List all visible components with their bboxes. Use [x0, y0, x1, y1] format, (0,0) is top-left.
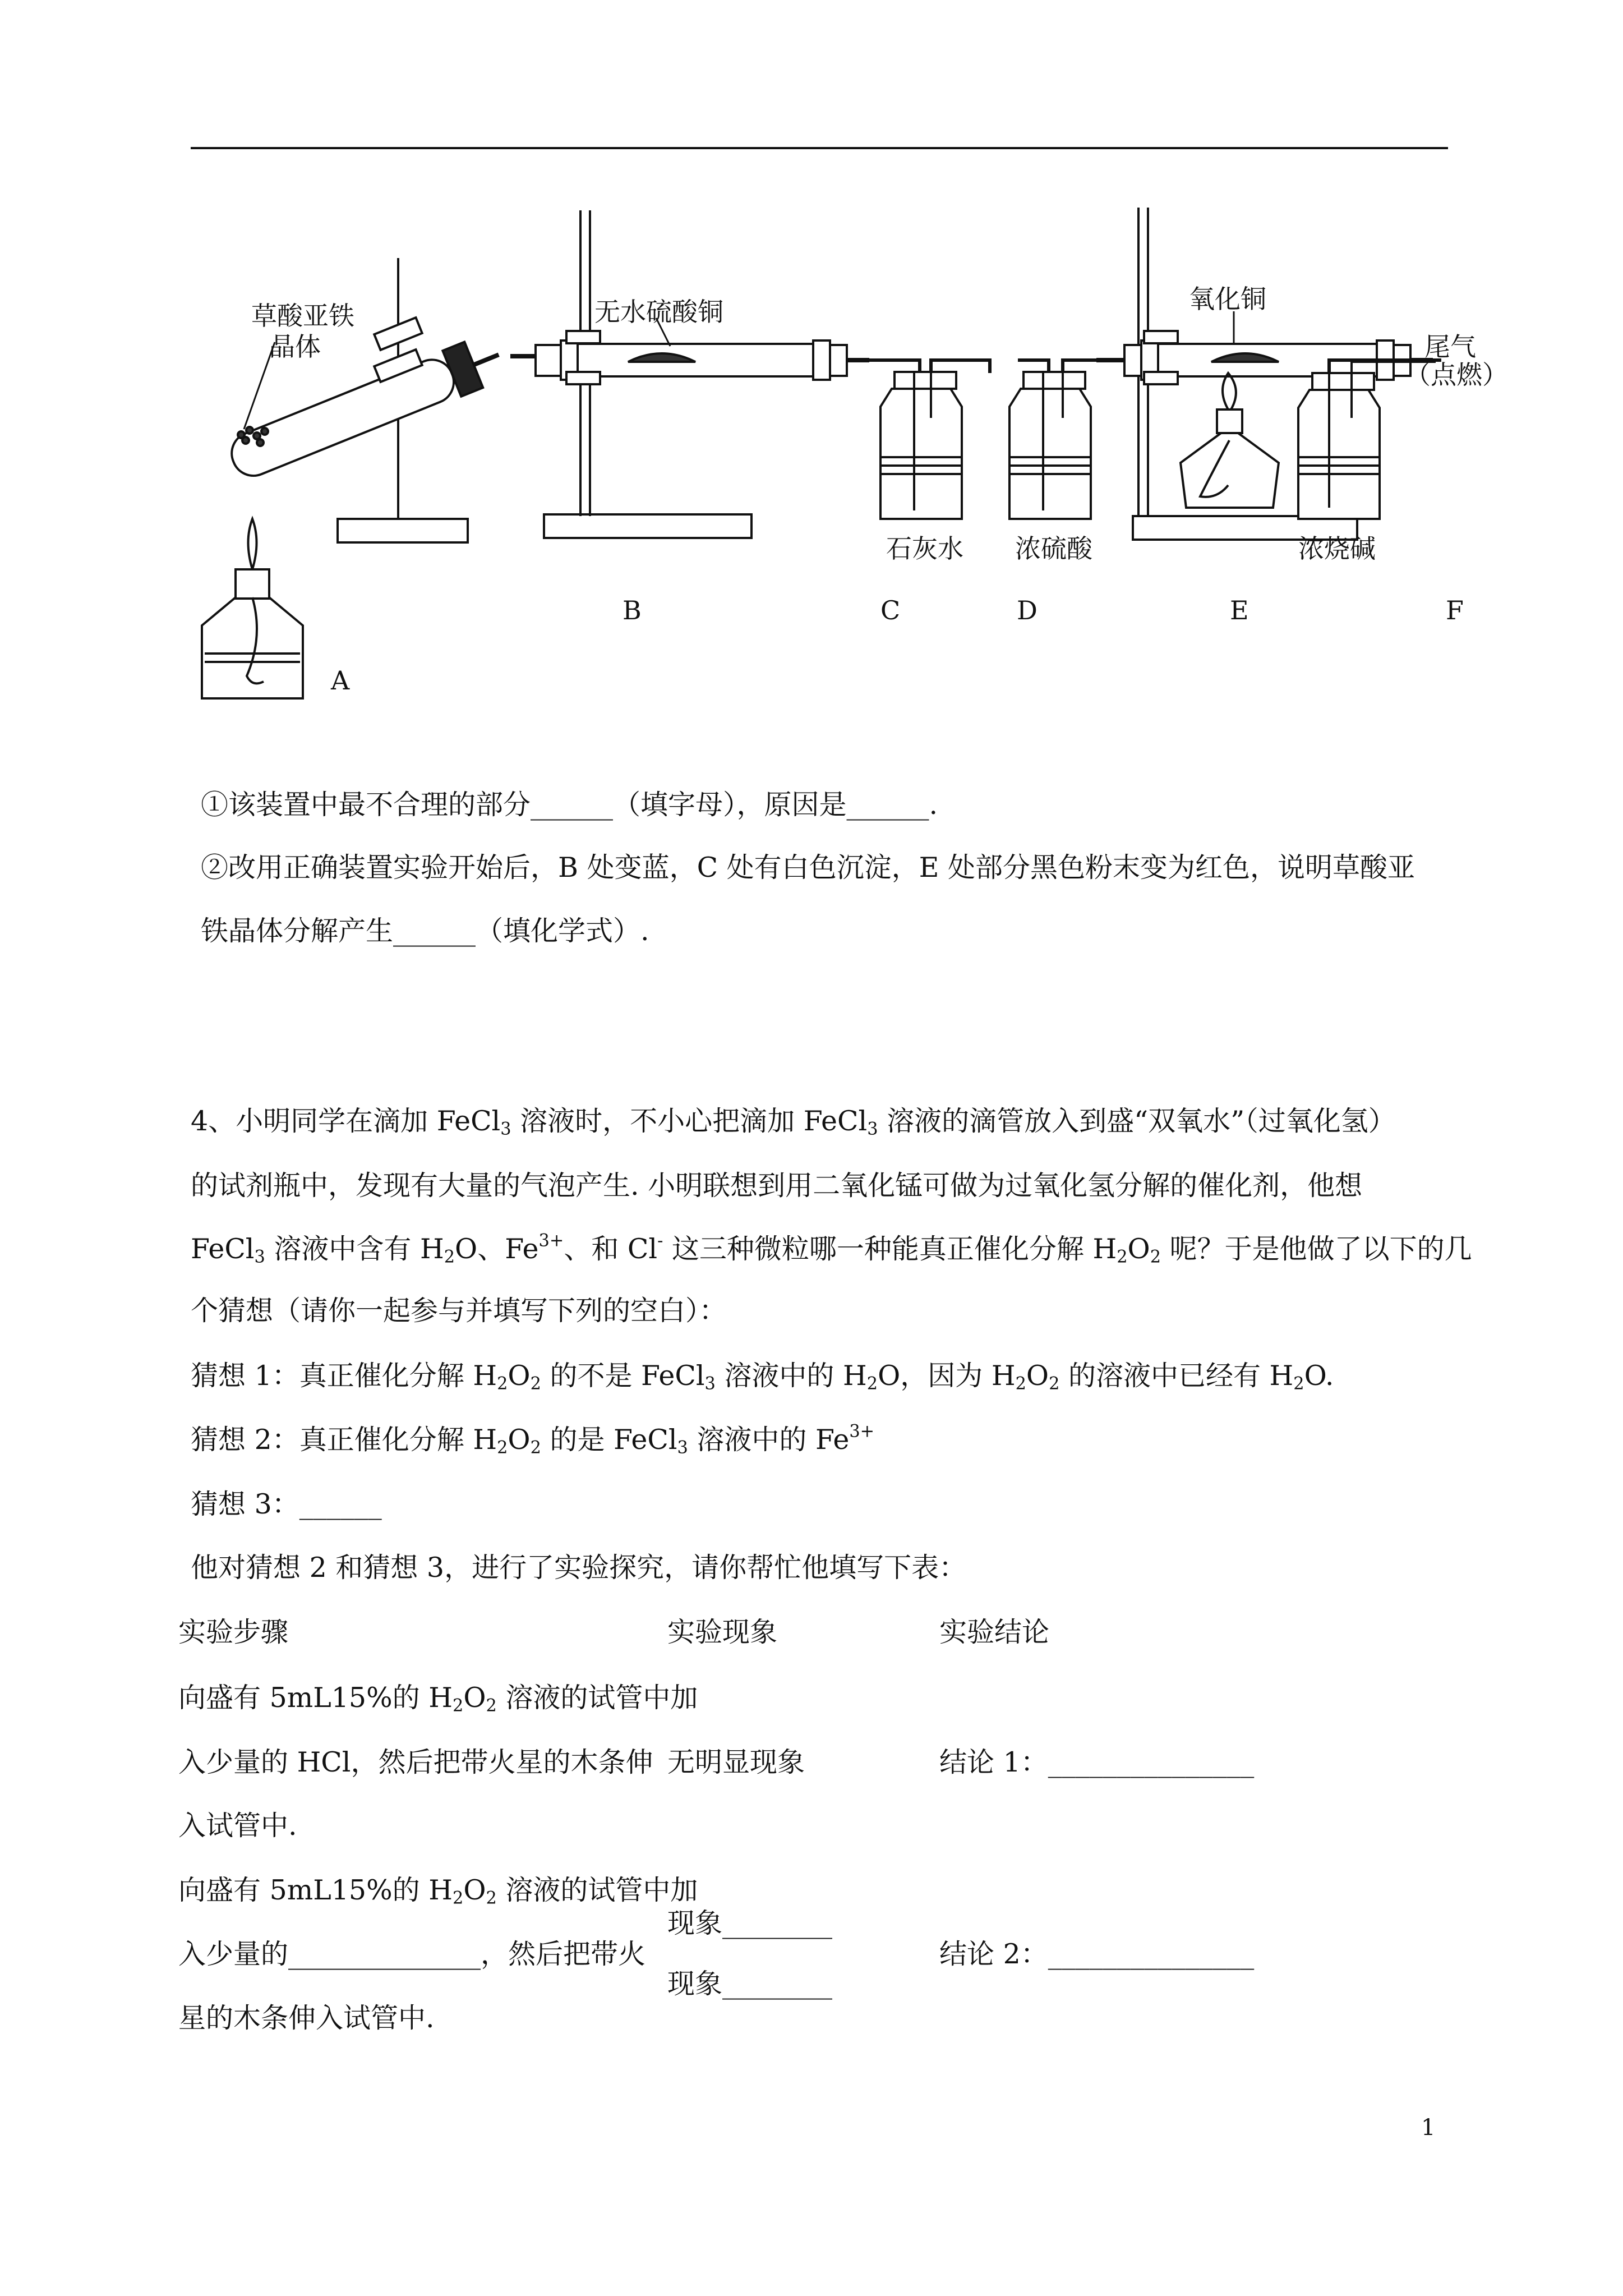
row2-phenomenon-2: 现象________ — [667, 1968, 833, 2000]
label-anhydrous-cuso4: 无水硫酸铜 — [594, 297, 723, 327]
row2-conclusion: 结论 2：_______________ — [939, 1938, 1255, 1970]
row2-step-line2: 入少量的______________，然后把带火 — [178, 1938, 646, 1970]
q4-intro: 他对猜想 2 和猜想 3，进行了实验探究，请你帮忙他填写下表： — [191, 1552, 967, 1584]
label-conc-naoh: 浓烧碱 — [1298, 533, 1376, 564]
row1-phenomenon: 无明显现象 — [667, 1746, 805, 1778]
guess-2: 猜想 2：真正催化分解 $H_2O_2$ 的是 FeCl$_3$ 溶液中的 $Fe^{3+}$ — [191, 1421, 875, 1458]
apparatus-drawing — [191, 194, 1448, 704]
test-tube-a — [224, 332, 508, 485]
letter-b: B — [623, 595, 642, 625]
q4-line2: 的试剂瓶中，发现有大量的气泡产生. 小明联想到用二氧化锰可做为过氧化氢分解的催化剂，他想 — [191, 1170, 1363, 1202]
letter-e: E — [1230, 595, 1249, 625]
letter-a: A — [331, 665, 350, 696]
label-limewater: 石灰水 — [886, 533, 963, 564]
gas-bottle-c — [880, 372, 962, 519]
q4-line3: FeCl$_3$ 溶液中含有 $H_2O$、$Fe^{3+}$、和 Cl- 这三种微粒哪一种能真正催化分解 $H_2O_2$ 呢？于是他做了以下的几 — [191, 1231, 1472, 1267]
guess-1: 猜想 1：真正催化分解 $H_2O_2$ 的不是 FeCl$_3$ 溶液中的 $H_2O$，因为 $H_2O_2$ 的溶液中已经有 $H_2O$. — [191, 1360, 1334, 1394]
letter-d: D — [1017, 595, 1038, 625]
header-phenomena: 实验现象 — [667, 1616, 778, 1648]
q3-line3: 铁晶体分解产生______（填化学式）. — [201, 915, 649, 947]
row1-step-line3: 入试管中. — [178, 1810, 297, 1842]
alcohol-lamp-e — [1181, 373, 1279, 508]
label-ignite: （点燃） — [1405, 360, 1508, 390]
drying-tube-b — [536, 331, 869, 384]
stand-a-base — [338, 519, 468, 542]
label-crystal: 晶体 — [269, 332, 321, 362]
label-copper-oxide: 氧化铜 — [1189, 284, 1266, 314]
label-oxalate: 草酸亚铁 — [251, 301, 354, 331]
row2-step-line3: 星的木条伸入试管中. — [178, 2002, 435, 2034]
row1-step-line2: 入少量的 HCl，然后把带火星的木条伸 — [178, 1746, 653, 1778]
q3-line1: ①该装置中最不合理的部分______（填字母），原因是______. — [201, 789, 938, 821]
row1-step-line1: 向盛有 5mL15%的 $H_2O_2$ 溶液的试管中加 — [178, 1682, 698, 1716]
page-number: 1 — [1421, 2115, 1436, 2141]
q4-line1: 4、小明同学在滴加 FeCl$_3$ 溶液时，不小心把滴加 FeCl$_3$ 溶液的滴管放入到盛“双氧水”（过氧化氢） — [191, 1105, 1396, 1139]
guess-3: 猜想 3：______ — [191, 1488, 382, 1520]
q4-line4: 个猜想（请你一起参与并填写下列的空白）： — [191, 1295, 727, 1327]
letter-f: F — [1446, 595, 1464, 625]
q3-line2: ②改用正确装置实验开始后，B 处变蓝，C 处有白色沉淀，E 处部分黑色粉末变为红色，说明草酸亚 — [201, 852, 1415, 884]
gas-bottle-d — [1009, 372, 1091, 519]
apparatus-diagram — [191, 194, 1508, 704]
label-tail-gas: 尾气 — [1424, 332, 1476, 362]
stand-b-base — [544, 514, 751, 538]
row1-conclusion: 结论 1：_______________ — [939, 1746, 1255, 1778]
header-rule — [191, 147, 1448, 149]
header-steps: 实验步骤 — [178, 1616, 289, 1648]
label-conc-h2so4: 浓硫酸 — [1015, 533, 1092, 564]
alcohol-lamp-a — [202, 519, 303, 698]
header-conclusion: 实验结论 — [939, 1616, 1050, 1648]
row2-step-line1: 向盛有 5mL15%的 $H_2O_2$ 溶液的试管中加 — [178, 1874, 698, 1908]
row2-phenomenon-1: 现象________ — [667, 1907, 833, 1939]
letter-c: C — [880, 595, 901, 625]
